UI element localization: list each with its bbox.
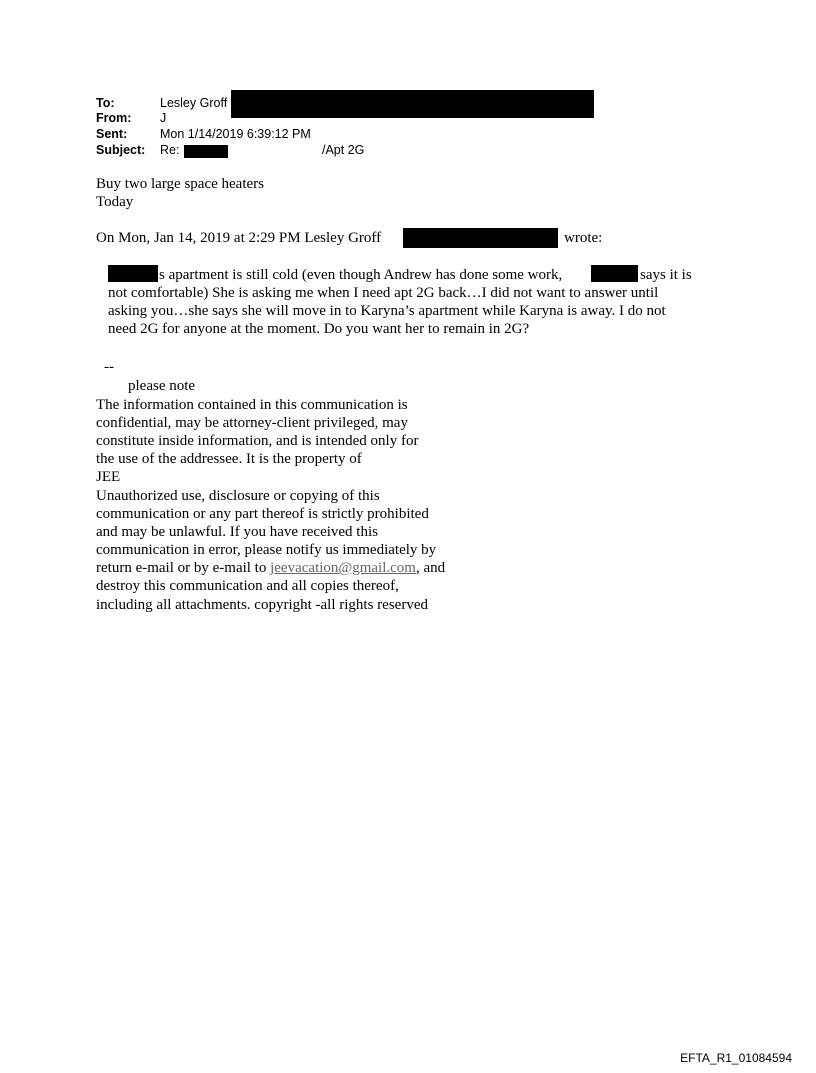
disclaimer-line: Unauthorized use, disclosure or copying of this — [96, 488, 380, 504]
to-value: Lesley Groff — [160, 96, 228, 110]
disclaimer-line: including all attachments. copyright -all rights reserved — [96, 597, 428, 613]
redaction-sender-email — [403, 228, 558, 248]
quote-intro-prefix: On Mon, Jan 14, 2019 at 2:29 PM Lesley Groff — [96, 230, 382, 246]
disclaimer-email-line — [96, 559, 445, 577]
header-subject — [96, 143, 396, 158]
redaction-name-1 — [108, 265, 158, 282]
disclaimer-line: communication or any part thereof is strictly prohibited — [96, 506, 429, 522]
disclaimer-line: JEE — [96, 469, 121, 485]
signature-dashes: -- — [104, 359, 114, 375]
disclaimer-line: communication in error, please notify us immediately by — [96, 542, 437, 558]
signature-note: please note — [128, 378, 196, 394]
sent-value: Mon 1/14/2019 6:39:12 PM — [160, 127, 311, 141]
header-sent — [96, 127, 396, 142]
email-link[interactable]: jeevacation@gmail.com — [270, 560, 416, 576]
disclaimer-line: constitute inside information, and is intended only for — [96, 433, 419, 449]
from-value: J — [160, 111, 167, 125]
to-label: To: — [96, 96, 115, 110]
quoted-line-2: not comfortable) She is asking me when I need apt 2G back…I did not want to answer until — [108, 285, 659, 301]
subject-suffix: /Apt 2G — [322, 143, 365, 157]
email-line-prefix: return e-mail or by e-mail to — [96, 560, 271, 576]
header-from — [96, 111, 396, 126]
quote-intro-suffix: wrote: — [564, 230, 603, 246]
disclaimer-line: the use of the addressee. It is the property of — [96, 451, 362, 467]
subject-prefix: Re: — [160, 143, 180, 157]
subject-label: Subject: — [96, 143, 146, 157]
reply-line-1: Buy two large space heaters — [96, 176, 264, 192]
disclaimer-line: and may be unlawful. If you have received this — [96, 524, 378, 540]
reply-line-2: Today — [96, 194, 134, 210]
quoted-line-3: asking you…she says she will move in to Karyna’s apartment while Karyna is away. I do not — [108, 303, 666, 319]
quoted-line-1b: says it is — [640, 267, 692, 283]
quoted-line-1a: s apartment is still cold (even though Andrew has done some work, — [159, 267, 563, 283]
redaction-name-2 — [591, 265, 638, 282]
redaction-subject — [184, 145, 228, 158]
sent-label: Sent: — [96, 127, 128, 141]
disclaimer-line: destroy this communication and all copies thereof, — [96, 578, 399, 594]
email-line-suffix: , and — [415, 560, 446, 576]
from-label: From: — [96, 111, 132, 125]
document-id: EFTA_R1_01084594 — [680, 1051, 792, 1065]
disclaimer-line: confidential, may be attorney-client privileged, may — [96, 415, 408, 431]
disclaimer-line: The information contained in this communication is — [96, 397, 408, 413]
quoted-line-4: need 2G for anyone at the moment. Do you want her to remain in 2G? — [108, 321, 530, 337]
